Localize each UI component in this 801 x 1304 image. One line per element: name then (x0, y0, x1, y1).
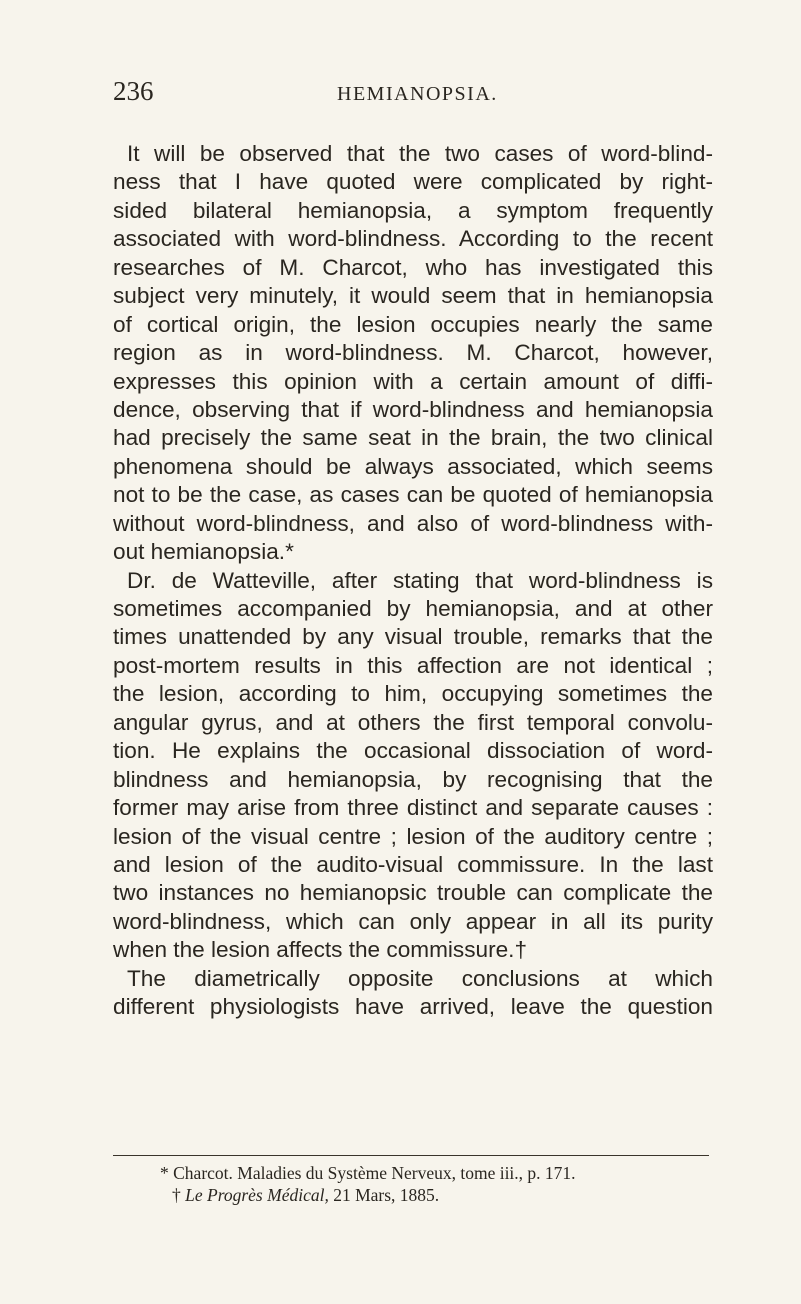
text-line: former may arise from three distinct and separate causes : (113, 795, 713, 821)
text-line: tion. He explains the occasional dissociation of word- (113, 738, 713, 764)
page-header (113, 76, 713, 116)
text-line: two instances no hemianopsic trouble can complicate the (113, 880, 713, 906)
page-number: 236 (113, 76, 154, 106)
footnotes (160, 1162, 720, 1206)
text-line: without word-blindness, and also of word-blindness with- (113, 510, 713, 536)
text-line: associated with word-blindness. According to the recent (113, 226, 713, 252)
text-line: region as in word-blindness. M. Charcot, however, (113, 340, 713, 366)
footnote-progres-medical (160, 1184, 720, 1206)
text-line: ness that I have quoted were complicated by right- (113, 169, 713, 195)
text-line: lesion of the visual centre ; lesion of the auditory centre ; (113, 823, 713, 849)
text-line: researches of M. Charcot, who has investigated this (113, 254, 713, 280)
text-line: expresses this opinion with a certain amount of diffi- (113, 368, 713, 394)
text-line: subject very minutely, it would seem that in hemianopsia (113, 283, 713, 309)
text-line: out hemianopsia.* (113, 539, 294, 565)
text-line: Dr. de Watteville, after stating that word-blindness is (127, 567, 713, 593)
footnote-charcot: * Charcot. Maladies du Système Nerveux, tome iii., p. 171. (160, 1163, 576, 1183)
text-line: sometimes accompanied by hemianopsia, and at other (113, 596, 713, 621)
text-line: of cortical origin, the lesion occupies nearly the same (113, 311, 713, 337)
text-line: had precisely the same seat in the brain, the two clinical (113, 425, 713, 451)
text-line: sided bilateral hemianopsia, a symptom frequently (113, 197, 713, 223)
text-line: times unattended by any visual trouble, remarks that the (113, 624, 713, 650)
text-line: different physiologists have arrived, leave the question (113, 994, 713, 1020)
text-line: and lesion of the audito-visual commissure. In the last (113, 851, 713, 877)
dagger-mark: † (172, 1185, 181, 1205)
text-line: post-mortem results in this affection are not identical ; (113, 652, 713, 678)
text-line: It will be observed that the two cases of word-blind- (127, 141, 713, 166)
running-head: HEMIANOPSIA. (337, 83, 498, 105)
journal-title: Le Progrès Médical, (185, 1185, 329, 1205)
text-line: angular gyrus, and at others the first temporal convolu- (113, 709, 713, 735)
text-line: blindness and hemianopsia, by recognising that the (113, 766, 713, 792)
journal-date: 21 Mars, 1885. (333, 1185, 440, 1205)
text-line: dence, observing that if word-blindness and hemianopsia (113, 396, 713, 422)
footnote-divider (113, 1155, 709, 1156)
text-line: word-blindness, which can only appear in all its purity (113, 908, 713, 934)
text-line: when the lesion affects the commissure.† (113, 937, 528, 963)
text-line: phenomena should be always associated, which seems (113, 453, 713, 479)
body-text (113, 140, 713, 1022)
text-line: not to be the case, as cases can be quoted of hemianopsia (113, 482, 713, 508)
text-line: the lesion, according to him, occupying sometimes the (113, 681, 713, 707)
text-line: The diametrically opposite conclusions at which (127, 965, 713, 991)
